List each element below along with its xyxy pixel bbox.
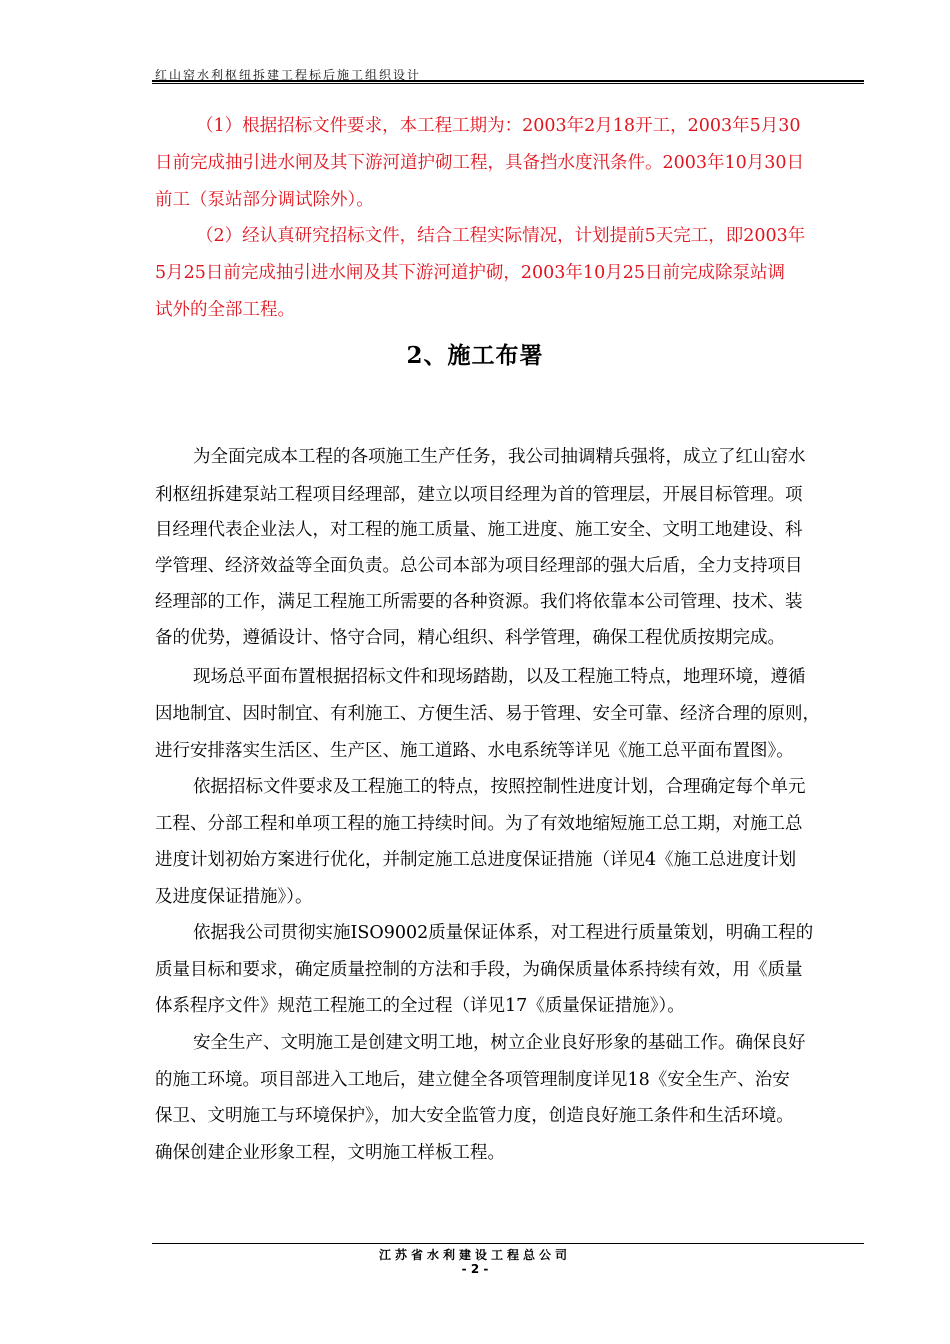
footer-rule <box>152 1243 864 1244</box>
body-line: 为全面完成本工程的各项施工生产任务，我公司抽调精兵强将，成立了红山窑水 <box>193 447 806 467</box>
body-line: 备的优势，遵循设计、恪守合同，精心组织、科学管理，确保工程优质按期完成。 <box>155 628 785 648</box>
schedule-line: 5月25日前完成抽引进水闸及其下游河道护砌，2003年10月25日前完成除泵站调 <box>155 263 785 283</box>
schedule-line: 日前完成抽引进水闸及其下游河道护砌工程，具备挡水度汛条件。2003年10月30日 <box>155 153 805 173</box>
body-line: 的施工环境。项目部进入工地后，建立健全各项管理制度详见18《安全生产、治安 <box>155 1070 790 1090</box>
body-line: 学管理、经济效益等全面负责。总公司本部为项目经理部的强大后盾，全力支持项目 <box>155 556 803 576</box>
body-line: 安全生产、文明施工是创建文明工地，树立企业良好形象的基础工作。确保良好 <box>193 1033 806 1053</box>
section-title: 2、施工布署 <box>406 342 544 369</box>
schedule-line: 试外的全部工程。 <box>155 300 295 320</box>
body-line: 因地制宜、因时制宜、有利施工、方便生活、易于管理、安全可靠、经济合理的原则， <box>155 704 820 724</box>
body-line: 进行安排落实生活区、生产区、施工道路、水电系统等详见《施工总平面布置图》。 <box>155 741 794 761</box>
body-line: 确保创建企业形象工程，文明施工样板工程。 <box>155 1143 505 1163</box>
body-line: 经理部的工作，满足工程施工所需要的各种资源。我们将依靠本公司管理、技术、装 <box>155 592 803 612</box>
header-title: 红山窑水利枢纽拆建工程标后施工组织设计 <box>155 68 422 82</box>
header-rule <box>152 80 864 84</box>
body-line: 体系程序文件》规范工程施工的全过程（详见17《质量保证措施》）。 <box>155 996 685 1016</box>
schedule-line: （2）经认真研究招标文件，结合工程实际情况，计划提前5天完工，即2003年 <box>196 226 806 246</box>
body-line: 目经理代表企业法人，对工程的施工质量、施工进度、施工安全、文明工地建设、科 <box>155 520 803 540</box>
page-number: - 2 - <box>461 1262 489 1276</box>
body-line: 依据我公司贯彻实施ISO9002质量保证体系，对工程进行质量策划，明确工程的 <box>193 923 814 943</box>
body-line: 质量目标和要求，确定质量控制的方法和手段，为确保质量体系持续有效，用《质量 <box>155 960 803 980</box>
schedule-line: （1）根据招标文件要求，本工程工期为：2003年2月18开工，2003年5月30 <box>196 116 801 136</box>
footer-company: 江苏省水利建设工程总公司 <box>378 1248 571 1262</box>
body-line: 保卫、文明施工与环境保护》，加大安全监管力度，创造良好施工条件和生活环境。 <box>155 1106 794 1126</box>
body-line: 依据招标文件要求及工程施工的特点，按照控制性进度计划，合理确定每个单元 <box>193 777 806 797</box>
body-line: 工程、分部工程和单项工程的施工持续时间。为了有效地缩短施工总工期，对施工总 <box>155 814 803 834</box>
body-line: 进度计划初始方案进行优化，并制定施工总进度保证措施（详见4《施工总进度计划 <box>155 850 797 870</box>
body-line: 现场总平面布置根据招标文件和现场踏勘，以及工程施工特点，地理环境，遵循 <box>193 667 806 687</box>
body-line: 利枢纽拆建泵站工程项目经理部，建立以项目经理为首的管理层，开展目标管理。项 <box>155 485 803 505</box>
schedule-line: 前工（泵站部分调试除外）。 <box>155 190 374 210</box>
body-line: 及进度保证措施》）。 <box>155 887 313 907</box>
